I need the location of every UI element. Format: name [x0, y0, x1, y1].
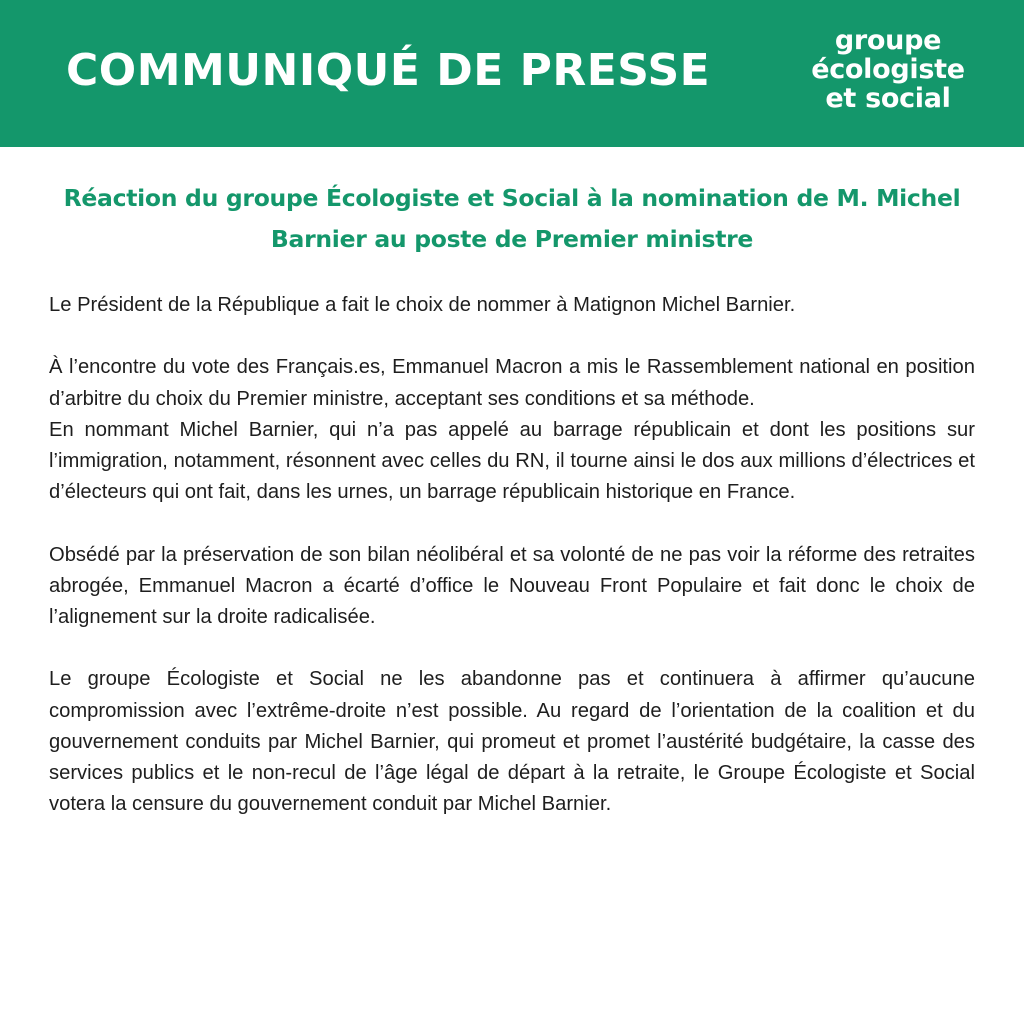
paragraph-5: Le groupe Écologiste et Social ne les abandonne pas et continuera à affirmer qu’aucune compromission avec l’extrême-droite n’est possible. Au regard de l’orientation de la coalition et du gouvernement conduits par Michel Barnier, qui promeut et promet l’austérité budgétaire, la casse des services publics et le non-recul de l’âge légal de départ à la retraite, le Groupe Écologiste et Social votera la censure du gouvernement conduit par Michel Barnier. — [49, 668, 975, 816]
logo-line-2: écologiste — [811, 54, 965, 85]
press-release-body — [49, 290, 975, 820]
logo-line-3: et social — [825, 83, 951, 114]
paragraph-1: Le Président de la République a fait le choix de nommer à Matignon Michel Barnier. — [49, 294, 796, 316]
logo-line-1: groupe — [834, 25, 942, 56]
header-banner — [0, 0, 1024, 147]
group-logo — [788, 26, 988, 113]
paragraph-spacer — [49, 633, 975, 664]
paragraph-spacer — [49, 321, 975, 352]
paragraph-3: En nommant Michel Barnier, qui n’a pas appelé au barrage républicain et dont les positions sur l’immigration, notamment, résonnent avec celles du RN, il tourne ainsi le dos aux millions d’électrices et d’électeurs qui ont fait, dans les urnes, un barrage républicain historique en France. — [49, 418, 975, 504]
paragraph-2: À l’encontre du vote des Français.es, Emmanuel Macron a mis le Rassemblement national en position d’arbitre du choix du Premier ministre, acceptant ses conditions et sa méthode. — [49, 356, 975, 410]
paragraph-4: Obsédé par la préservation de son bilan néolibéral et sa volonté de ne pas voir la réforme des retraites abrogée, Emmanuel Macron a écarté d’office le Nouveau Front Populaire et fait donc le choix de l’alignement sur la droite radicalisée. — [49, 543, 975, 628]
paragraph-spacer — [49, 508, 975, 539]
page-title: COMMUNIQUÉ DE PRESSE — [66, 45, 711, 96]
press-release-headline: Réaction du groupe Écologiste et Social à la nomination de M. Michel Barnier au poste de Premier ministre — [63, 184, 961, 253]
